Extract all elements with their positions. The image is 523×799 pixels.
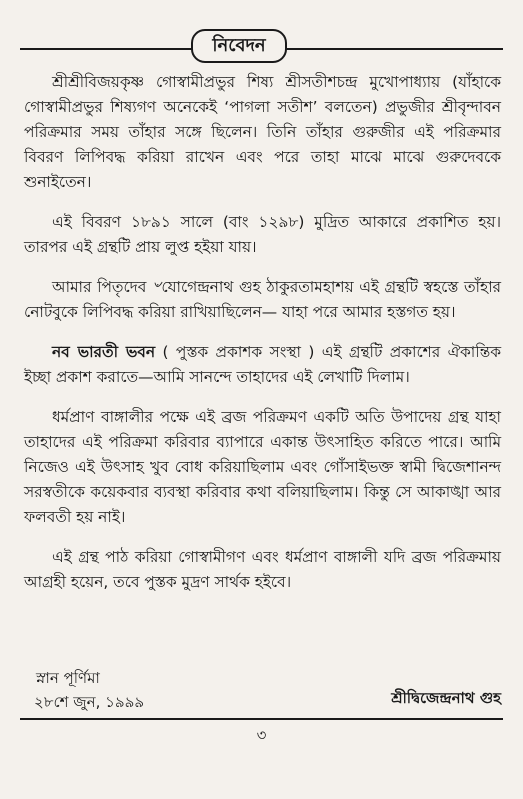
signature-place: স্নান পূর্ণিমা	[36, 669, 100, 687]
body-text	[24, 70, 501, 610]
paragraph-4	[24, 340, 501, 390]
signature-author: শ্রীদ্বিজেন্দ্রনাথ গুহ	[391, 689, 501, 707]
signature-date: ২৮শে জুন, ১৯৯৯	[34, 693, 145, 711]
paragraph-1: শ্রীশ্রীবিজয়কৃষ্ণ গোস্বামীপ্রভুর শিষ্য শ্রীসতীশচন্দ্র মুখোপাধ্যায় (যাঁহাকে গোস্বামীপ্রভুর শিষ্যগণ অনেকেই ‘পাগলা সতীশ’ বলতেন) প্রভুজীর শ্রীবৃন্দাবন পরিক্রমার সময় তাঁহার সঙ্গে ছিলেন। তিনি তাঁহার গুরুজীর এই পরিক্রমার বিবরণ লিপিবদ্ধ করিয়া রাখেন এবং পরে তাহা মাঝে মাঝে গুরুদেবকে শুনাইতেন।	[24, 73, 501, 191]
footer-rule	[20, 718, 503, 720]
page-number: ৩	[256, 726, 267, 744]
page-title: নিবেদন	[212, 34, 266, 56]
paragraph-2: এই বিবরণ ১৮৯১ সালে (বাং ১২৯৮) মুদ্রিত আকারে প্রকাশিত হয়। তারপর এই গ্রন্থটি প্রায় লুপ্ত হইয়া যায়।	[24, 213, 501, 256]
paragraph-3: আমার পিতৃদেব ৺যোগেন্দ্রনাথ গুহ ঠাকুরতামহাশয় এই গ্রন্থটি স্বহস্তে তাঁহার নোটবুকে লিপিবদ্ধ করিয়া রাখিয়াছিলেন— যাহা পরে আমার হস্তগত হয়।	[24, 278, 501, 321]
publisher-name: নব ভারতী ভবন	[52, 343, 156, 361]
paragraph-6: এই গ্রন্থ পাঠ করিয়া গোস্বামীগণ এবং ধর্মপ্রাণ বাঙ্গালী যদি ব্রজ পরিক্রমায় আগ্রহী হয়েন, তবে পুস্তক মুদ্রণ সার্থক হইবে।	[24, 548, 501, 591]
paragraph-4-text: ( পুস্তক প্রকাশক সংস্থা ) এই গ্রন্থটি প্রকাশের ঐকান্তিক ইচ্ছা প্রকাশ করাতে—আমি সানন্দে তাহাদের এই লেখাটি দিলাম।	[24, 343, 501, 386]
heading-box	[191, 29, 287, 63]
paragraph-5: ধর্মপ্রাণ বাঙ্গালীর পক্ষে এই ব্রজ পরিক্রমণ একটি অতি উপাদেয় গ্রন্থ যাহা তাহাদের এই পরিক্রমা করিবার ব্যাপারে একান্ত উৎসাহিত করিতে পারে। আমি নিজেও এই উৎসাহ খুব বোধ করিয়াছিলাম এবং গোঁসাইভক্ত স্বামী দ্বিজেশানন্দ সরস্বতীকে কয়েকবার ব্যবস্থা করিবার কথা বলিয়াছিলাম। কিন্তু সে আকাঙ্খা আর ফলবতী হয় নাই।	[24, 408, 501, 526]
